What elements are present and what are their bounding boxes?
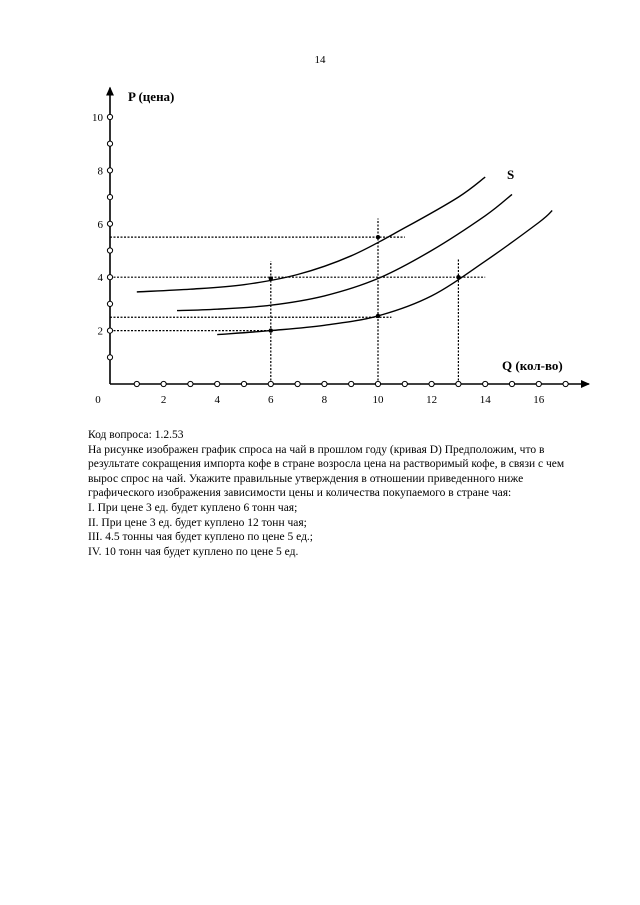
y-tick-mark: [107, 141, 112, 146]
y-tick-mark: [107, 328, 112, 333]
x-tick-mark: [349, 381, 354, 386]
y-tick-mark: [107, 195, 112, 200]
x-tick-mark: [402, 381, 407, 386]
y-tick-label: 8: [97, 165, 103, 178]
intersection-point: [376, 235, 380, 239]
statement-1: I. При цене 3 ед. будет куплено 6 тонн чая;: [88, 501, 298, 514]
y-tick-label: 4: [97, 272, 103, 285]
x-tick-label: 12: [426, 394, 438, 406]
x-tick-label: 4: [214, 394, 220, 406]
x-tick-mark: [161, 381, 166, 386]
x-tick-label: 14: [479, 394, 491, 406]
curve-1: [137, 177, 485, 292]
curve-label-s: S: [507, 167, 515, 182]
x-tick-mark: [483, 381, 488, 386]
x-tick-mark: [429, 381, 434, 386]
tick-labels: [92, 112, 545, 406]
x-tick-mark: [295, 381, 300, 386]
intersection-point: [456, 275, 460, 279]
question-block: [88, 428, 588, 559]
y-tick-mark: [107, 248, 112, 253]
x-tick-mark: [536, 381, 541, 386]
statement-3: III. 4.5 тонны чая будет куплено по цене 5 ед.;: [88, 531, 313, 544]
x-tick-label: 8: [321, 394, 328, 406]
question-text: На рисунке изображен график спроса на чай в прошлом году (кривая D) Предположим, что в результате сокращения импорта кофе в стране возросла цена на растворимый кофе, в связи с чем вырос спрос на чай. Укажите правильные утверждения в отношении приведенного ниже графического изображения зависимости цены и количества покупаемого в стране чая:: [88, 443, 565, 500]
y-tick-label: 6: [97, 218, 103, 231]
x-tick-mark: [375, 381, 380, 386]
x-tick-mark: [188, 381, 193, 386]
statement-2: II. При цене 3 ед. будет куплено 12 тонн чая;: [88, 516, 307, 529]
y-tick-mark: [107, 301, 112, 306]
curve-3: [217, 211, 552, 335]
curve-2: [177, 194, 512, 310]
x-tick-mark: [509, 381, 514, 386]
x-tick-label: 16: [533, 394, 545, 406]
x-tick-label: 6: [268, 394, 274, 406]
intersection-point: [269, 328, 273, 332]
y-tick-mark: [107, 168, 112, 173]
y-tick-mark: [107, 355, 112, 360]
x-axis-label: Q (кол-во): [502, 358, 563, 373]
intersection-point: [269, 276, 273, 280]
y-tick-mark: [107, 275, 112, 280]
y-tick-label: 2: [97, 325, 103, 338]
x-tick-mark: [456, 381, 461, 386]
x-tick-mark: [322, 381, 327, 386]
x-tick-label: 0: [95, 394, 101, 406]
statement-4: IV. 10 тонн чая будет куплено по цене 5 ед.: [88, 545, 299, 558]
x-tick-mark: [563, 381, 568, 386]
intersection-point: [376, 314, 380, 318]
curves: [137, 177, 552, 335]
tick-marks: [107, 114, 568, 386]
y-tick-label: 10: [92, 112, 103, 124]
x-tick-label: 10: [372, 394, 384, 406]
y-axis-label: P (цена): [128, 89, 175, 104]
page-number: 14: [314, 54, 326, 66]
x-tick-mark: [215, 381, 220, 386]
x-tick-label: 2: [160, 394, 167, 406]
y-tick-mark: [107, 221, 112, 226]
y-tick-mark: [107, 114, 112, 119]
x-tick-mark: [241, 381, 246, 386]
x-tick-mark: [268, 381, 273, 386]
supply-demand-chart: [0, 0, 640, 420]
axes: [110, 88, 589, 384]
x-tick-mark: [134, 381, 139, 386]
question-code: Код вопроса: 1.2.53: [88, 429, 184, 441]
